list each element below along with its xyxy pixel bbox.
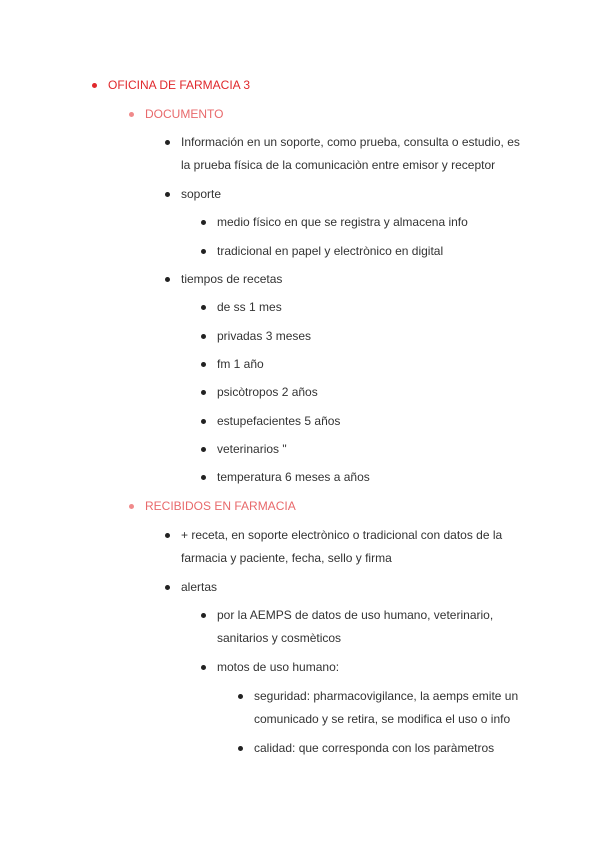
tiempo-item-text: fm 1 año bbox=[217, 357, 264, 371]
bullet bbox=[92, 83, 97, 88]
receta-line-1: + receta, en soporte electrònico o tradicional con datos de la bbox=[181, 528, 503, 542]
bullet bbox=[201, 249, 206, 254]
aemps-line-1: por la AEMPS de datos de uso humano, veterinario, bbox=[217, 608, 494, 622]
calidad-label: calidad: que corresponda con los paràmetros bbox=[254, 741, 495, 755]
bullet bbox=[129, 504, 134, 509]
heading-recibidos: RECIBIDOS EN FARMACIA bbox=[145, 499, 296, 513]
tiempo-item-text: estupefacientes 5 años bbox=[217, 414, 341, 428]
tiempo-item-text: de ss 1 mes bbox=[217, 300, 282, 314]
bullet bbox=[238, 746, 243, 751]
bullet bbox=[165, 533, 170, 538]
motos-label: motos de uso humano: bbox=[217, 660, 340, 674]
bullet bbox=[201, 305, 206, 310]
informacion-line-1: Información en un soporte, como prueba, consulta o estudio, es bbox=[181, 135, 520, 149]
aemps-line-2: sanitarios y cosmèticos bbox=[217, 631, 342, 645]
tiempo-item-text: psicòtropos 2 años bbox=[217, 385, 318, 399]
bullet bbox=[165, 192, 170, 197]
tiempo-item-text: privadas 3 meses bbox=[217, 329, 312, 343]
bullet bbox=[165, 585, 170, 590]
bullet bbox=[201, 220, 206, 225]
seguridad-line-2: comunicado y se retira, se modifica el uso o info bbox=[254, 712, 511, 726]
bullet bbox=[201, 613, 206, 618]
bullet bbox=[165, 140, 170, 145]
tiempos-label: tiempos de recetas bbox=[181, 272, 283, 286]
heading-oficina: OFICINA DE FARMACIA 3 bbox=[108, 78, 251, 92]
alertas-label: alertas bbox=[181, 580, 218, 594]
bullet bbox=[238, 694, 243, 699]
bullet bbox=[201, 390, 206, 395]
soporte-label: soporte bbox=[181, 187, 222, 201]
tiempo-item-text: temperatura 6 meses a años bbox=[217, 470, 370, 484]
bullet bbox=[201, 419, 206, 424]
bullet bbox=[201, 362, 206, 367]
receta-line-2: farmacia y paciente, fecha, sello y firma bbox=[181, 551, 392, 565]
bullet bbox=[201, 334, 206, 339]
heading-documento: DOCUMENTO bbox=[145, 107, 224, 121]
seguridad-line-1: seguridad: pharmacovigilance, la aemps emite un bbox=[254, 689, 519, 703]
bullet bbox=[201, 665, 206, 670]
bullet bbox=[201, 447, 206, 452]
bullet bbox=[201, 475, 206, 480]
bullet bbox=[165, 277, 170, 282]
bullet bbox=[129, 112, 134, 117]
soporte-item-text: tradicional en papel y electrònico en digital bbox=[217, 244, 444, 258]
informacion-line-2: la prueba física de la comunicaciòn entre emisor y receptor bbox=[181, 158, 496, 172]
soporte-item-text: medio físico en que se registra y almacena info bbox=[217, 215, 468, 229]
tiempo-item-text: veterinarios " bbox=[217, 442, 287, 456]
